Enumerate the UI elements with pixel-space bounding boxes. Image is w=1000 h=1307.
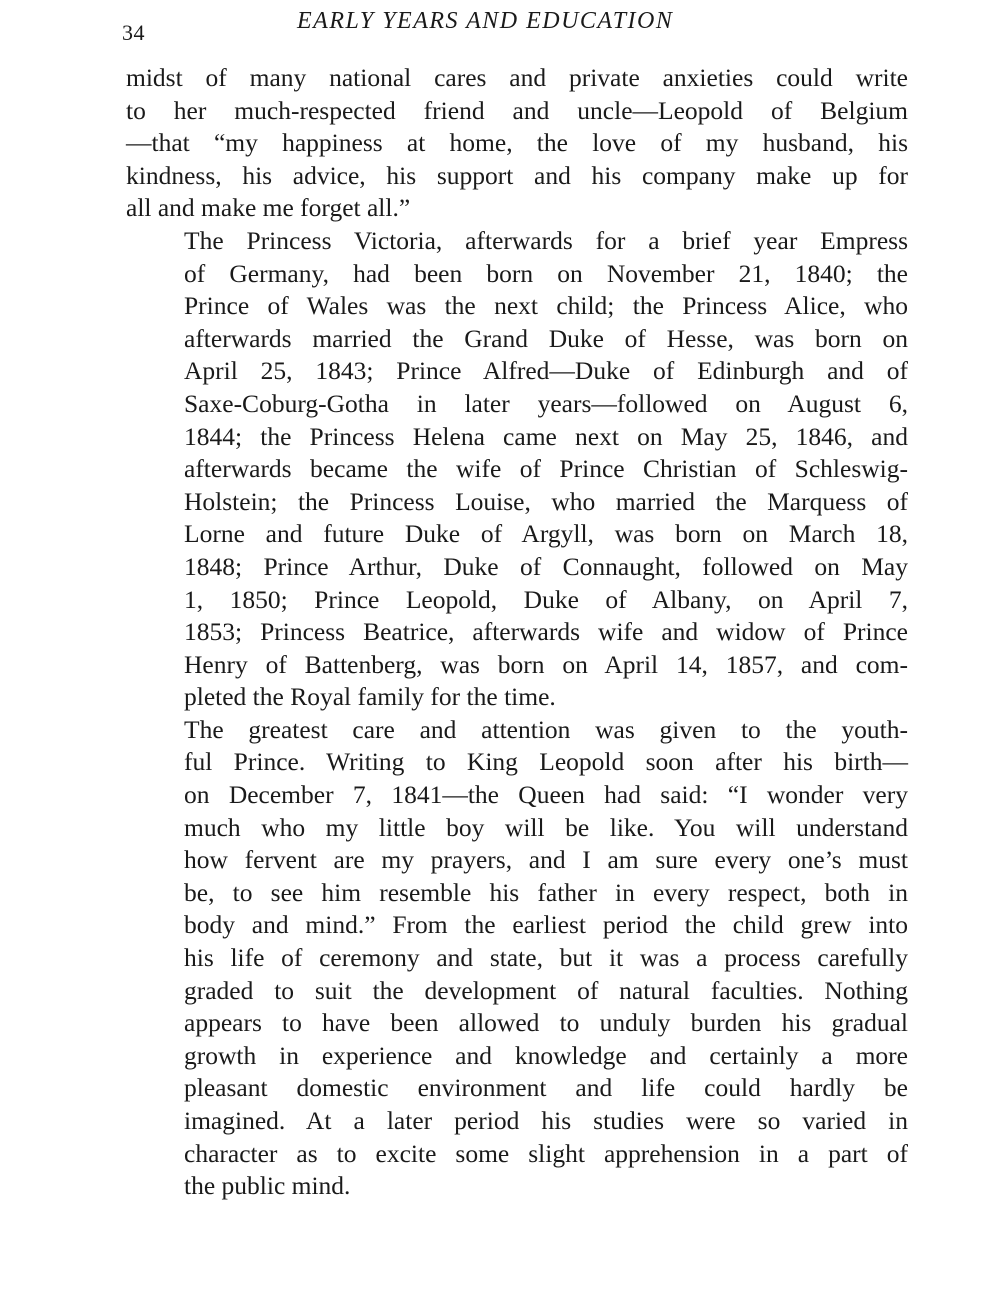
text-line: body and mind.” From the earliest period the child grew into [184,910,908,940]
text-line: kindness, his advice, his support and his company make up for [126,160,908,190]
text-line: on December 7, 1841—the Queen had said: “I wonder very [184,780,908,810]
text-line: of Germany, had been born on November 21, 1840; the [184,258,908,288]
text-line: growth in experience and knowledge and certainly a more [184,1040,908,1070]
text-line: afterwards married the Grand Duke of Hesse, was born on [184,323,908,353]
text-line: 1848; Prince Arthur, Duke of Connaught, followed on May [184,551,908,581]
text-line: Prince of Wales was the next child; the Princess Alice, who [184,291,908,321]
text-line: be, to see him resemble his father in every respect, both in [184,877,908,907]
text-line: Holstein; the Princess Louise, who married the Marquess of [184,486,908,516]
text-line: April 25, 1843; Prince Alfred—Duke of Edinburgh and of [184,356,908,386]
text-line: pleasant domestic environment and life could hardly be [184,1073,908,1103]
text-line: 1844; the Princess Helena came next on May 25, 1846, and [184,421,908,451]
text-line: graded to suit the development of natural faculties. Nothing [184,975,908,1005]
text-line: midst of many national cares and private anxieties could write [126,63,908,92]
running-head: EARLY YEARS AND EDUCATION [297,8,674,34]
text-line: how fervent are my prayers, and I am sure every one’s must [184,845,908,875]
text-line: appears to have been allowed to unduly burden his gradual [184,1008,908,1038]
text-line: ful Prince. Writing to King Leopold soon after his birth— [184,747,908,777]
text-line: all and make me forget all.” [126,193,411,223]
text-line: 1853; Princess Beatrice, afterwards wife and widow of Prince [184,617,908,647]
text-line: his life of ceremony and state, but it was a process carefully [184,943,908,973]
text-line: much who my little boy will be like. You will understand [184,812,908,842]
text-line: pleted the Royal family for the time. [184,682,556,712]
paragraph [126,62,908,225]
text-line: The greatest care and attention was given to the youth- [184,714,908,744]
body-text [126,62,908,1203]
text-line: Henry of Battenberg, was born on April 14, 1857, and com- [184,649,908,679]
text-line: the public mind. [184,1171,351,1201]
paragraph [126,225,908,714]
paragraph [126,714,908,1203]
text-line: —that “my happiness at home, the love of my husband, his [126,128,908,158]
text-line: Saxe-Coburg-Gotha in later years—followed on August 6, [184,388,908,418]
text-line: The Princess Victoria, afterwards for a brief year Empress [184,225,908,255]
text-line: character as to excite some slight apprehension in a part of [184,1138,908,1168]
page-number: 34 [122,20,145,45]
text-line: Lorne and future Duke of Argyll, was born on March 18, [184,519,908,549]
text-line: 1, 1850; Prince Leopold, Duke of Albany, on April 7, [184,584,908,614]
text-line: imagined. At a later period his studies were so varied in [184,1106,908,1135]
text-line: afterwards became the wife of Prince Christian of Schleswig- [184,454,908,484]
text-line: to her much-respected friend and uncle—Leopold of Belgium [126,95,908,125]
page-header [122,8,912,48]
